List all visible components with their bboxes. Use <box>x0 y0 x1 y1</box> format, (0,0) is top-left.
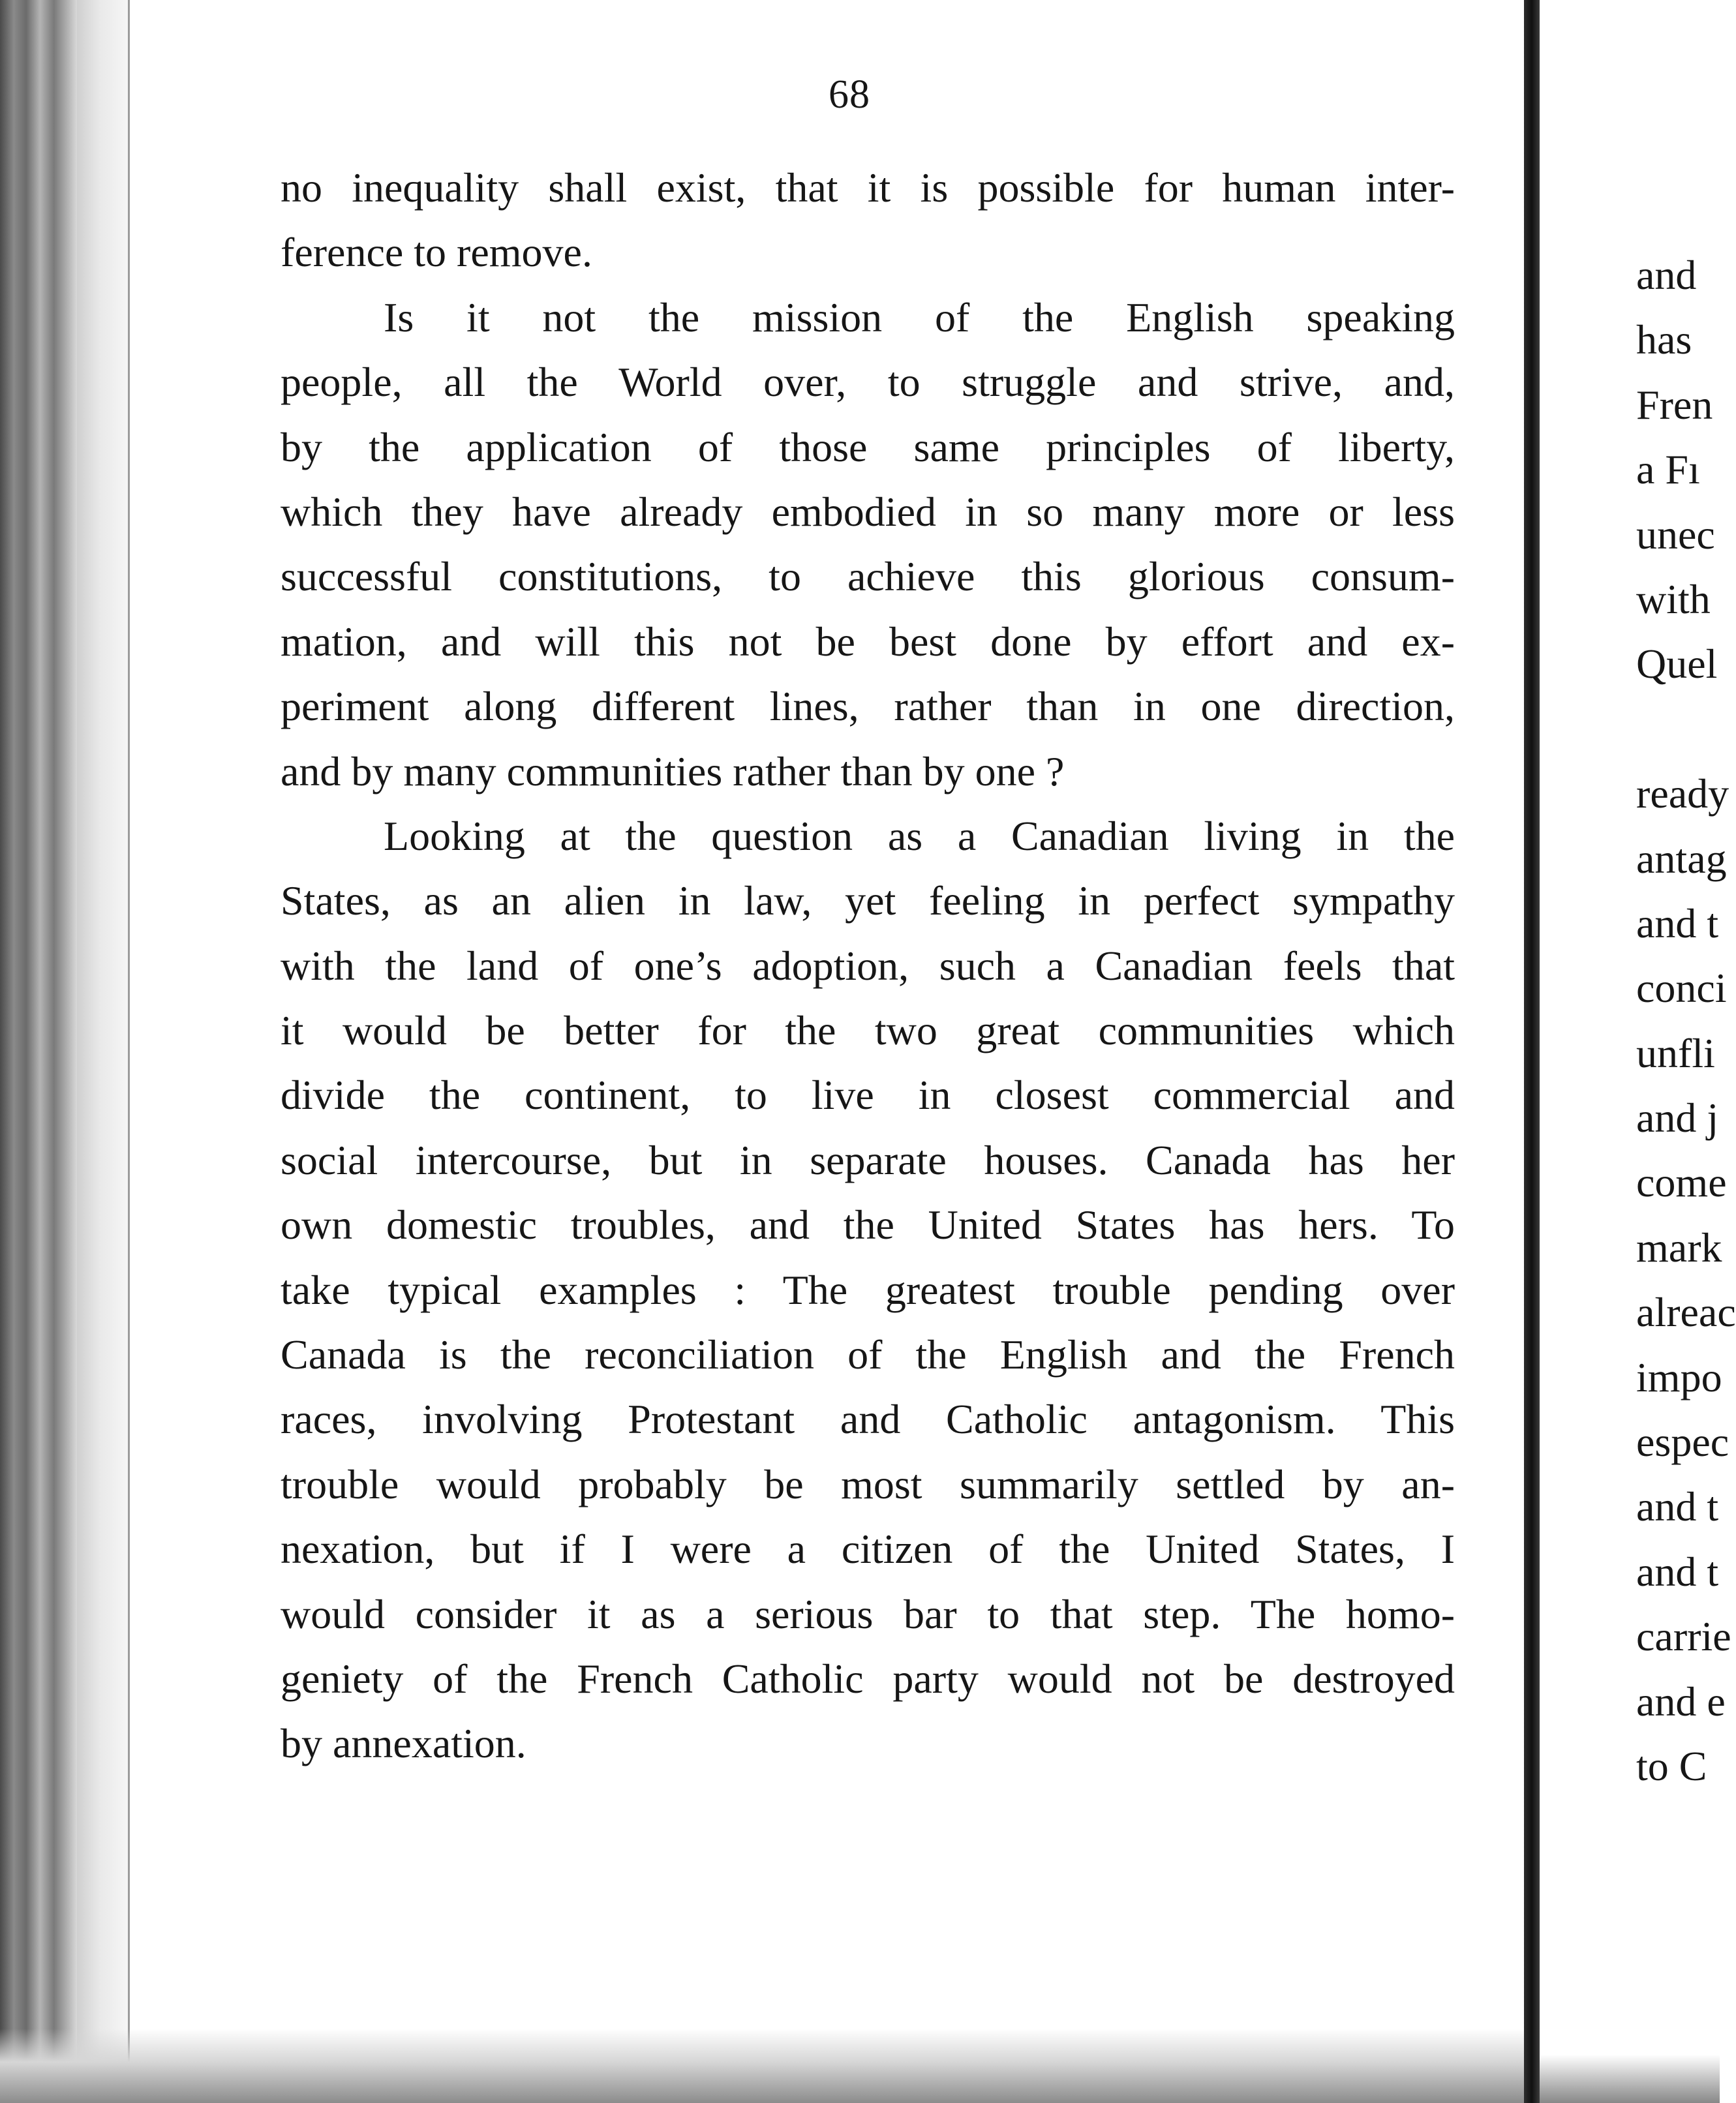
book-binding-edge <box>0 0 77 2103</box>
facing-line: alreac <box>1636 1289 1736 1336</box>
facing-page-text <box>1636 243 1736 1798</box>
facing-line: a Fı <box>1636 446 1700 493</box>
facing-line: Fren <box>1636 381 1713 428</box>
facing-line: and t <box>1636 1548 1719 1595</box>
facing-line: antag <box>1636 835 1727 882</box>
text-line: and by many communities rather than by one ? <box>281 748 1065 794</box>
book-gutter <box>1524 0 1540 2103</box>
text-line: by annexation. <box>281 1720 526 1767</box>
facing-line: come <box>1636 1159 1727 1206</box>
text-line: divide the continent, to live in closest commercial and <box>281 1072 1455 1119</box>
text-line: mation, and will this not be best done by effort and ex- <box>281 618 1455 665</box>
facing-line: has <box>1636 316 1692 363</box>
text-line: it would be better for the two great communities which <box>281 1007 1455 1054</box>
text-line: take typical examples : The greatest trouble pending over <box>281 1266 1455 1313</box>
text-line: periment along different lines, rather than in one direction, <box>281 683 1455 730</box>
text-line: people, all the World over, to struggle and strive, and, <box>281 359 1455 406</box>
facing-line: espec <box>1636 1419 1729 1466</box>
text-line: Canada is the reconciliation of the English and the French <box>281 1331 1455 1378</box>
page-bottom-shadow <box>0 2029 1527 2103</box>
facing-line: unfli <box>1636 1029 1715 1076</box>
page-edge-band <box>77 0 128 2103</box>
text-line: Is it not the mission of the English speaking <box>384 294 1455 340</box>
text-line: with the land of one’s adoption, such a Canadian feels that <box>281 942 1455 989</box>
text-line: successful constitutions, to achieve this glorious consum- <box>281 553 1455 600</box>
facing-line: and t <box>1636 1483 1719 1530</box>
body-text <box>281 155 1455 1776</box>
page-number: 68 <box>829 72 870 117</box>
facing-line: impo <box>1636 1354 1722 1400</box>
text-line: trouble would probably be most summarily settled by an- <box>281 1460 1455 1507</box>
text-line: social intercourse, but in separate houses. Canada has her <box>281 1136 1455 1183</box>
text-line: Looking at the question as a Canadian living in the <box>384 812 1455 859</box>
text-line: which they have already embodied in so many more or less <box>281 488 1455 535</box>
facing-line: ready <box>1636 770 1729 817</box>
facing-line: carrie <box>1636 1613 1731 1660</box>
text-line: no inequality shall exist, that it is possible for human inter- <box>281 164 1455 211</box>
text-line: races, involving Protestant and Catholic antagonism. This <box>281 1396 1455 1443</box>
facing-line: conci <box>1636 965 1727 1012</box>
facing-line: unec <box>1636 511 1715 558</box>
facing-line: and e <box>1636 1678 1726 1725</box>
paragraph-gap <box>1636 697 1736 761</box>
text-line: would consider it as a serious bar to that step. The homo- <box>281 1590 1455 1637</box>
facing-line: to C <box>1636 1742 1707 1789</box>
page-edge-line <box>128 0 130 2103</box>
text-line: geniety of the French Catholic party would not be destroyed <box>281 1655 1455 1702</box>
facing-line: mark <box>1636 1224 1722 1271</box>
text-line: by the application of those same principles of liberty, <box>281 423 1455 470</box>
facing-line: and t <box>1636 900 1719 946</box>
text-line: ference to remove. <box>281 229 592 276</box>
facing-line: and j <box>1636 1095 1719 1142</box>
facing-page-bottom-shadow <box>1540 2055 1720 2103</box>
facing-line: with <box>1636 575 1711 622</box>
text-line: nexation, but if I were a citizen of the United States, I <box>281 1526 1455 1573</box>
facing-line: Quel <box>1636 641 1718 688</box>
text-line: own domestic troubles, and the United States has hers. To <box>281 1202 1455 1248</box>
text-line: States, as an alien in law, yet feeling in perfect sympathy <box>281 877 1455 924</box>
facing-line: and <box>1636 252 1697 298</box>
